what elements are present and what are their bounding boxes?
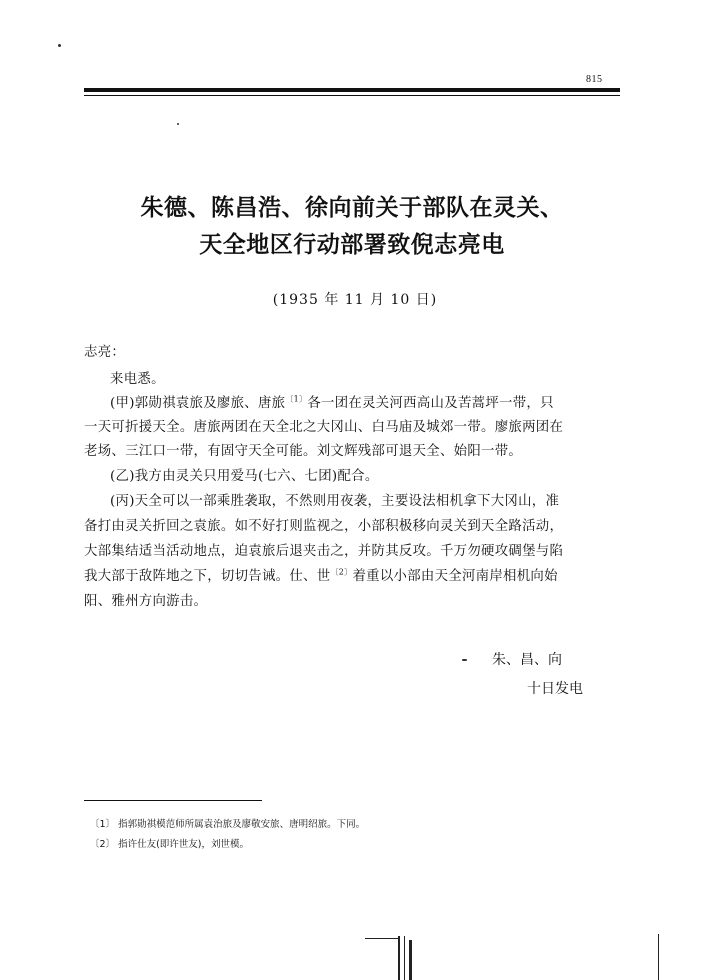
paragraph-1: 来电悉。 <box>110 372 165 387</box>
footnote-1 <box>90 816 365 830</box>
title-line-1: 朱德、陈昌浩、徐向前关于部队在灵关、 <box>140 195 564 221</box>
scan-edge-mark <box>658 934 659 980</box>
scan-speck <box>462 659 467 661</box>
footnote-rule <box>84 800 262 801</box>
paragraph-4-line-4-a: 我大部于敌阵地之下，切切告诫。仕、世 <box>84 569 331 584</box>
footnote-2-marker: 〔2〕 <box>90 839 116 850</box>
salutation: 志亮： <box>84 345 126 360</box>
paragraph-2-line-2: 一天可折援天全。唐旅两团在天全北之大冈山、白马庙及城郊一带。廖旅两团在 <box>84 420 564 435</box>
paragraph-2-line-3: 老场、三江口一带，有固守天全可能。刘文辉残部可退天全、始阳一带。 <box>84 444 523 459</box>
scan-speck <box>177 123 179 125</box>
paragraph-4-line-4 <box>84 567 558 587</box>
document-date: (1935 年 11 月 10 日) <box>272 292 438 308</box>
paragraph-4-line-5: 阳、雅州方向游击。 <box>84 594 208 609</box>
footnote-1-marker: 〔1〕 <box>90 819 116 830</box>
footnote-1-text: 指郭勋祺模范师所属袁治旅及廖敬安旅、唐明绍旅。下同。 <box>118 819 366 830</box>
scan-speck <box>58 44 61 47</box>
paragraph-4-line-3: 大部集结适当活动地点，迫袁旅后退夹击之，并防其反攻。千万勿硬攻碉堡与陷 <box>84 544 564 559</box>
signature-dateline: 十日发电 <box>527 681 583 697</box>
paragraph-2-line-1-b: 各一团在灵关河西高山及苦蒿坪一带，只 <box>307 396 554 411</box>
scan-binding-mark <box>409 940 412 980</box>
paragraph-2-line-1-a: (甲)郭勋祺袁旅及廖旅、唐旅 <box>110 396 286 411</box>
paragraph-4-line-1: (丙)天全可以一部乘胜袭取，不然则用夜袭，主要设法相机拿下大冈山，准 <box>110 494 560 509</box>
paragraph-3: (乙)我方由灵关只用爱马(七六、七团)配合。 <box>110 469 379 484</box>
footnote-2 <box>90 836 249 850</box>
paragraph-4-line-2: 备打由灵关折回之袁旅。如不好打则监视之，小部积极移向灵关到天全路活动， <box>84 519 564 534</box>
footnote-2-text: 指许仕友(即许世友)，刘世模。 <box>118 839 249 850</box>
page-number: 815 <box>586 74 603 85</box>
header-rule-thin <box>84 95 620 96</box>
footnote-ref-1: 〔1〕 <box>285 394 308 404</box>
scan-binding-mark <box>404 936 405 980</box>
scan-binding-mark <box>365 938 399 939</box>
title-line-2: 天全地区行动部署致倪志亮电 <box>199 232 505 258</box>
paragraph-2-line-1 <box>110 394 554 414</box>
paragraph-4-line-4-b: 着重以小部由天全河南岸相机向始 <box>352 569 558 584</box>
footnote-ref-2: 〔2〕 <box>330 567 353 577</box>
scan-binding-mark <box>398 936 400 980</box>
signature-names: 朱、昌、向 <box>492 652 562 668</box>
header-rule-thick <box>84 88 620 92</box>
